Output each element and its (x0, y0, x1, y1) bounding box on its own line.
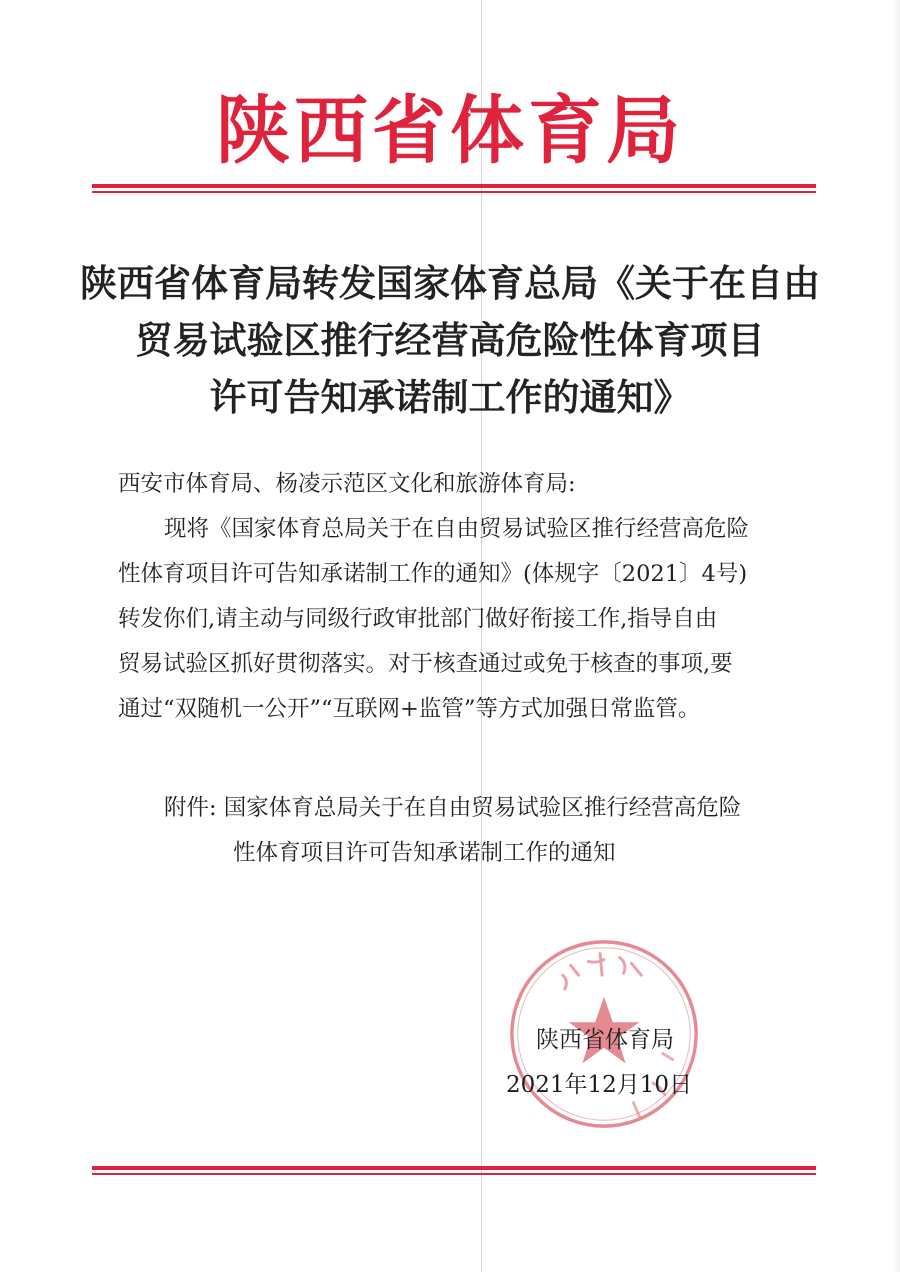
title-line: 贸易试验区推行经营高危险性体育项目 (135, 319, 765, 362)
salutation: 西安市体育局、杨凌示范区文化和旅游体育局: (118, 471, 576, 497)
document-title (0, 255, 900, 426)
attachment-line: 附件: 国家体育总局关于在自由贸易试验区推行经营高危险 (164, 795, 742, 821)
scan-edge (894, 0, 900, 1272)
title-line: 陕西省体育局转发国家体育总局《关于在自由 (80, 262, 820, 305)
header-rule-thin (92, 191, 816, 193)
title-line: 许可告知承诺制工作的通知》 (209, 376, 691, 419)
signature: 陕西省体育局 (536, 1027, 674, 1053)
footer-rule-thick (92, 1166, 816, 1170)
body-line: 转发你们,请主动与同级行政审批部门做好衔接工作,指导自由 (118, 606, 718, 632)
body-line: 性体育项目许可告知承诺制工作的通知》(体规字〔2021〕4号) (118, 561, 748, 587)
header-rule-thick (92, 184, 816, 188)
body-line: 贸易试验区抓好贯彻落实。对于核查通过或免于核查的事项,要 (118, 651, 733, 677)
body-line: 通过“双随机一公开”“互联网+监管”等方式加强日常监管。 (118, 696, 701, 722)
footer-rule-thin (92, 1173, 816, 1175)
letterhead: 陕西省体育局 (216, 88, 684, 174)
attachment-line: 性体育项目许可告知承诺制工作的通知 (233, 840, 616, 866)
body-line: 现将《国家体育总局关于在自由贸易试验区推行经营高危险 (164, 516, 750, 542)
date: 2021年12月10日 (506, 1072, 693, 1098)
